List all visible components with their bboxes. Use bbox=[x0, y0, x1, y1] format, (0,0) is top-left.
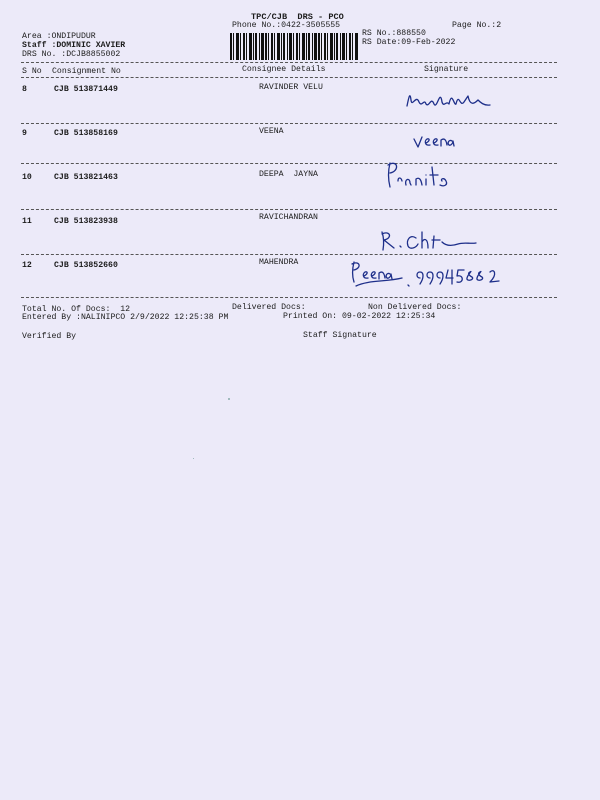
row-sno: 12 bbox=[22, 261, 32, 270]
total-docs: Total No. Of Docs: 12 bbox=[22, 305, 131, 314]
signature-image bbox=[404, 86, 494, 114]
phone-number: Phone No.:0422-3505555 bbox=[232, 21, 341, 30]
row-consignee: RAVINDER VELU bbox=[259, 83, 323, 92]
rs-date: RS Date:09-Feb-2022 bbox=[362, 38, 456, 47]
delivered-docs: Delivered Docs: bbox=[232, 303, 306, 312]
scan-speck bbox=[193, 458, 194, 459]
verified-by-label: Verified By bbox=[22, 332, 77, 341]
signature-image bbox=[384, 157, 460, 191]
staff-name: Staff :DOMINIC XAVIER bbox=[22, 41, 126, 50]
column-consignment: Consignment No bbox=[52, 67, 121, 76]
staff-signature-label: Staff Signature bbox=[303, 331, 377, 340]
row-consignment: CJB 513858169 bbox=[54, 129, 118, 138]
row-consignee: RAVICHANDRAN bbox=[259, 213, 318, 222]
divider bbox=[21, 123, 557, 124]
row-sno: 8 bbox=[22, 85, 27, 94]
handwritten-name-image bbox=[412, 133, 458, 151]
drs-number: DRS No. :DCJB8855002 bbox=[22, 50, 121, 59]
column-signature: Signature bbox=[424, 65, 469, 74]
divider bbox=[21, 163, 557, 164]
divider bbox=[21, 209, 557, 210]
column-sno: S No bbox=[22, 67, 42, 76]
row-consignee: MAHENDRA bbox=[259, 258, 299, 267]
row-consignee: DEEPA JAYNA bbox=[259, 170, 318, 179]
divider bbox=[21, 254, 557, 255]
non-delivered-docs: Non Delivered Docs: bbox=[368, 303, 462, 312]
row-consignment: CJB 513852660 bbox=[54, 261, 118, 270]
rs-number: RS No.:888550 bbox=[362, 29, 426, 38]
divider bbox=[21, 62, 557, 63]
column-consignee: Consignee Details bbox=[242, 65, 326, 74]
area-label: Area :ONDIPUDUR bbox=[22, 32, 96, 41]
barcode-image bbox=[230, 33, 358, 60]
signature-image bbox=[376, 228, 480, 252]
row-consignment: CJB 513823938 bbox=[54, 217, 118, 226]
row-sno: 10 bbox=[22, 173, 32, 182]
handwritten-name-and-phone-image bbox=[346, 256, 506, 290]
row-sno: 9 bbox=[22, 129, 27, 138]
page-number: Page No.:2 bbox=[452, 21, 502, 30]
document-title: TPC/CJB DRS - PCO bbox=[251, 12, 344, 22]
entered-by: Entered By :NALINIPCO 2/9/2022 12:25:38 PM bbox=[22, 313, 229, 322]
divider bbox=[21, 77, 557, 78]
row-consignment: CJB 513871449 bbox=[54, 85, 118, 94]
row-consignment: CJB 513821463 bbox=[54, 173, 118, 182]
divider bbox=[21, 297, 557, 298]
printed-on: Printed On: 09-02-2022 12:25:34 bbox=[283, 312, 436, 321]
scan-speck bbox=[228, 398, 230, 400]
row-sno: 11 bbox=[22, 217, 32, 226]
row-consignee: VEENA bbox=[259, 127, 284, 136]
